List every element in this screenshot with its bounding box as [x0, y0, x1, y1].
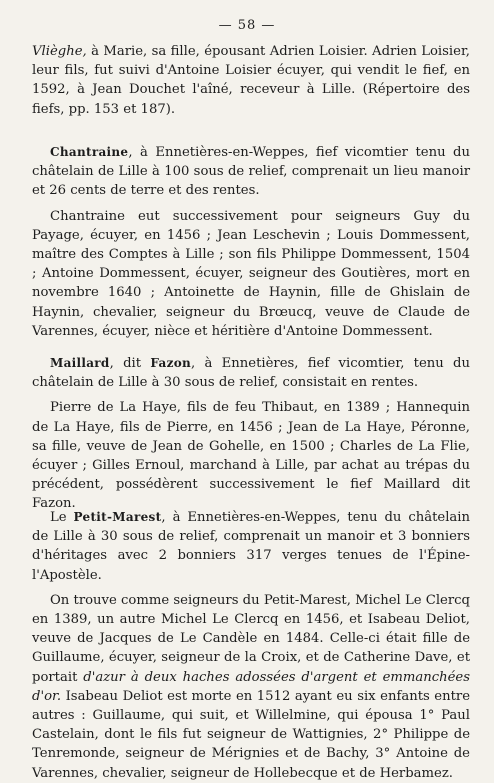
chantraine-paragraph-1 — [32, 143, 470, 201]
intro-paragraph — [32, 42, 470, 119]
intro-lead: Vlièghe, — [32, 44, 87, 59]
chantraine-heading: Chantraine — [50, 145, 129, 159]
chantraine-section — [32, 143, 470, 341]
chantraine-text: , à Ennetières-en-Weppes, fief vicomtier tenu du châtelain de Lille à 100 sous de relief, comprenait un lieu manoir et 26 cents de terre et des rentes. — [32, 145, 470, 199]
chantraine-paragraph-2: Chantraine eut successivement pour seigneurs Guy du Payage, écuyer, en 1456 ; Jean Leschevin ; Louis Dommessent, maître des Comptes à Lille ; son fils Philippe Dommessent, 1504 ; Antoine Dommessent, écuyer, seigneur des Goutières, mort en novembre 1640 ; Antoinette de Haynin, fille de Ghislain de Haynin, chevalier, seigneur du Brœucq, veuve de Claude de Varennes, écuyer, nièce et héritière d'Antoine Dommessent. — [32, 208, 470, 339]
petit-marest-section — [32, 508, 470, 783]
page-number: — 58 — — [218, 18, 276, 33]
maillard-paragraph-1 — [32, 354, 470, 392]
maillard-mid: , dit — [109, 356, 151, 371]
petit-marest-p2-a: On trouve comme seigneurs du Petit-Marest, Michel Le Clercq en 1389, un autre Michel Le Clercq en 1456, et Isabeau Deliot, veuve de Jacques de Le Candèle en 1484. Celle-ci était fille de Guillaume, écuyer, seigneur de la Croix, et de Catherine Dave, et portait — [32, 592, 470, 685]
intro-section — [32, 42, 470, 119]
maillard-section — [32, 354, 470, 514]
maillard-paragraph-2: Pierre de La Haye, fils de feu Thibaut, en 1389 ; Hannequin de La Haye, fils de Pierre, en 1456 ; Jean de La Haye, Péronne, sa fille, veuve de Jean de Gohelle, en 1500 ; Charles de La Flie, écuyer ; Gilles Ernoul, marchand à Lille, par achat au trépas du précédent, possédèrent successivement le fief Maillard dit Fazon. — [32, 400, 470, 512]
petit-marest-paragraph-2 — [32, 591, 470, 783]
petit-marest-paragraph-1 — [32, 508, 470, 585]
petit-marest-arms: d'azur à deux haches adossées d'argent et emmanchées d'or. — [32, 669, 470, 704]
petit-marest-pre: Le — [50, 510, 74, 525]
maillard-heading: Maillard — [50, 356, 110, 370]
fazon-heading: Fazon — [150, 356, 192, 370]
maillard-text: , à Ennetières, fief vicomtier, tenu du châtelain de Lille à 30 sous de relief, consistait en rentes. — [32, 356, 470, 391]
petit-marest-text: , à Ennetières-en-Weppes, tenu du châtelain de Lille à 30 sous de relief, comprenait un manoir et 3 bonniers d'héritages avec 2 bonniers 317 verges tenues de l'Épine-l'Apostèle. — [32, 510, 470, 583]
petit-marest-heading: Petit-Marest — [73, 510, 162, 524]
intro-text: à Marie, sa fille, épousant Adrien Loisier. Adrien Loisier, leur fils, fut suivi d'Antoine Loisier écuyer, qui vendit le fief, en 1592, à Jean Douchet l'aîné, receveur à Lille. (Répertoire des fiefs, pp. 153 et 187). — [32, 44, 470, 117]
petit-marest-p2-b: Isabeau Deliot est morte en 1512 ayant eu six enfants entre autres : Guillaume, qui suit, et Willelmine, qui épousa 1° Paul Castelain, dont le fils fut seigneur de Wattignies, 2° Philippe de Tenremonde, seigneur de Mérignies et de Bachy, 3° Antoine de Varennes, chevalier, seigneur de Hollebecque et de Herbamez. — [32, 688, 470, 781]
